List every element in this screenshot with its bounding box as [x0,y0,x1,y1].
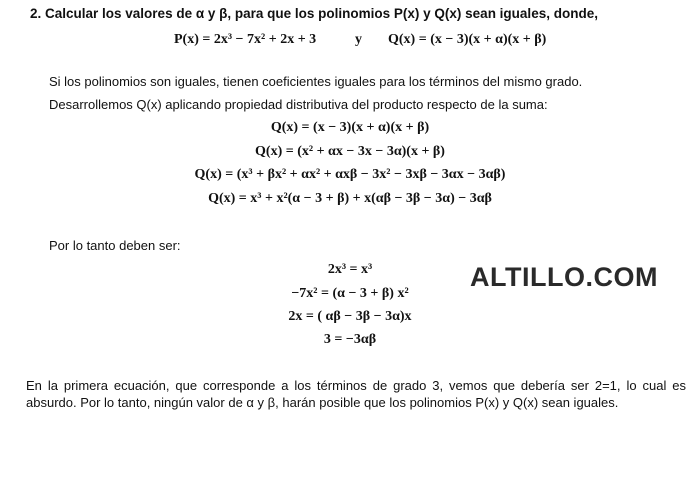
expansion-step-3: Q(x) = (x³ + βx² + αx² + αxβ − 3x² − 3xβ − 3αx − 3αβ) [194,167,506,182]
conclusion-paragraph: En la primera ecuación, que corresponde a los términos de grado 3, vemos que debería ser 2=1, lo cual es absurdo. Por lo tanto, ningún valor de α y β, harán posible que los polinomios P(x) y Q(x) sean iguales. [26,378,686,410]
given-connector: y [355,32,362,47]
explanation-line-1: Si los polinomios son iguales, tienen coeficientes iguales para los términos del mismo grado. [49,74,583,89]
given-q-polynomial: Q(x) = (x − 3)(x + α)(x + β) [388,32,547,47]
problem-heading: 2. Calcular los valores de α y β, para que los polinomios P(x) y Q(x) sean iguales, donde, [30,6,598,21]
expansion-step-1: Q(x) = (x − 3)(x + α)(x + β) [270,120,430,135]
explanation-line-2: Desarrollemos Q(x) aplicando propiedad distributiva del producto respecto de la suma: [49,97,548,112]
expansion-step-2: Q(x) = (x² + αx − 3x − 3α)(x + β) [255,144,445,159]
equation-degree-2: −7x² = (α − 3 + β) x² [291,286,409,301]
equation-degree-1: 2x = ( αβ − 3β − 3α)x [288,309,412,324]
therefore-label: Por lo tanto deben ser: [49,238,181,253]
equation-degree-0: 3 = −3αβ [323,332,377,347]
expansion-step-4: Q(x) = x³ + x²(α − 3 + β) + x(αβ − 3β − 3α) − 3αβ [208,191,492,206]
altillo-watermark: ALTILLO.COM [470,262,658,292]
given-p-polynomial: P(x) = 2x³ − 7x² + 2x + 3 [174,32,317,47]
equation-degree-3: 2x³ = x³ [327,262,373,277]
